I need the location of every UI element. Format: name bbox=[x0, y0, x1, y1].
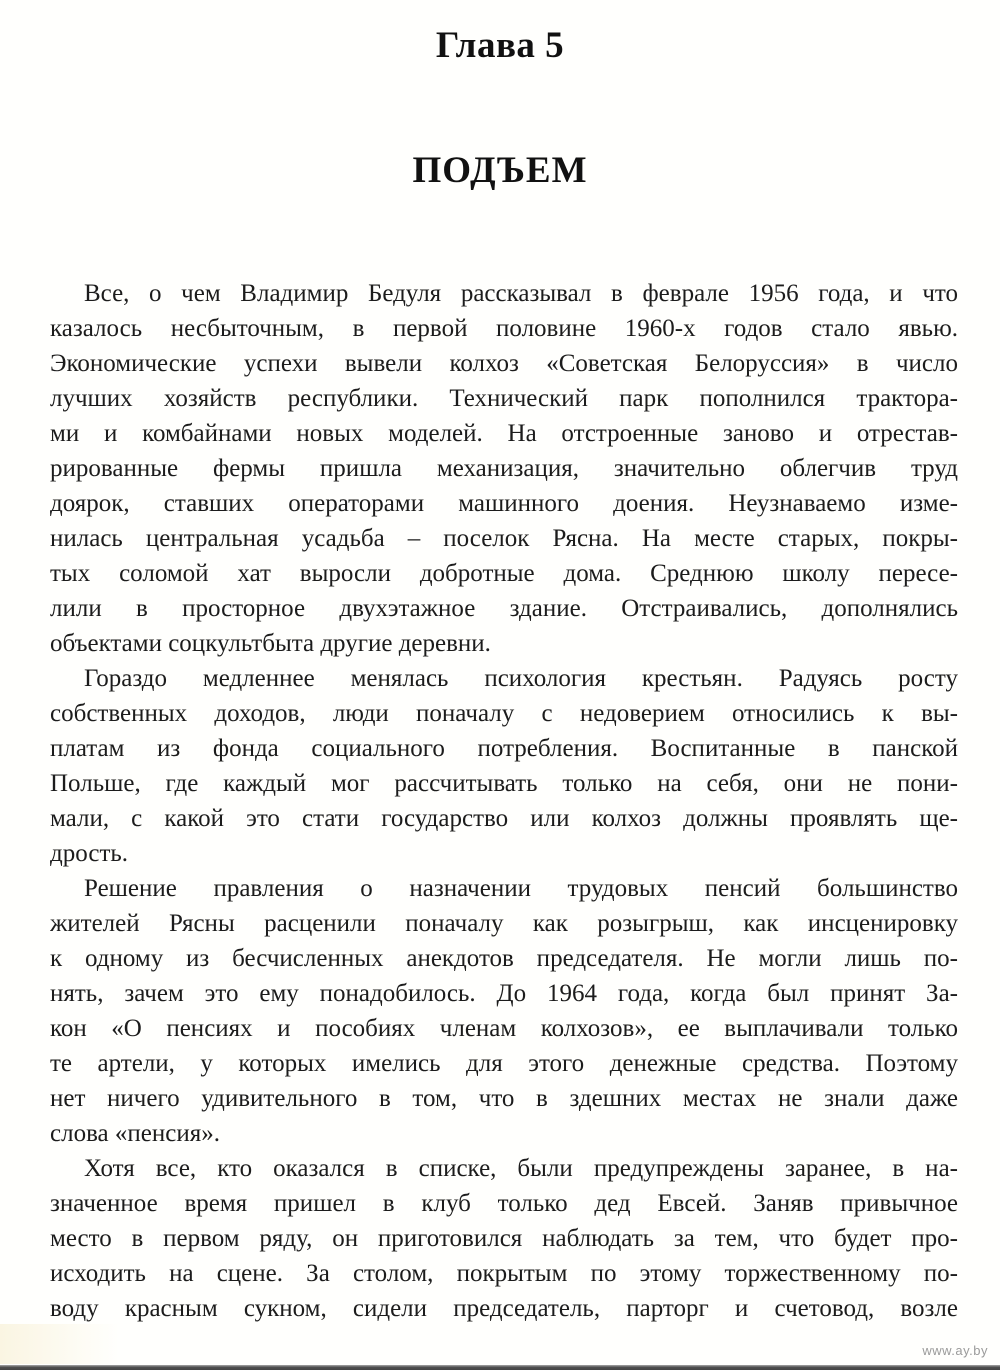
text-line: жителей Рясны расценили поначалу как розыгрыш, как инсценировку bbox=[50, 910, 958, 937]
text-line: Гораздо медленнее менялась психология крестьян. Радуясь росту bbox=[84, 665, 958, 692]
text-line: к одному из бесчисленных анекдотов председателя. Не могли лишь по- bbox=[50, 945, 958, 972]
text-line: платам из фонда социального потребления. Воспитанные в панской bbox=[50, 735, 958, 762]
paragraph bbox=[50, 1151, 958, 1326]
chapter-heading: Глава 5 bbox=[435, 25, 565, 66]
text-line: Все, о чем Владимир Бедуля рассказывал в феврале 1956 года, и что bbox=[84, 280, 958, 307]
section-title: ПОДЪЕМ bbox=[412, 150, 588, 191]
text-line: рированные фермы пришла механизация, значительно облегчив труд bbox=[50, 455, 958, 482]
text-line: воду красным сукном, сидели председатель, парторг и счетовод, возле bbox=[50, 1295, 958, 1322]
paragraph bbox=[50, 871, 958, 1151]
paragraph bbox=[50, 276, 958, 661]
text-line: ми и комбайнами новых моделей. На отстроенные заново и отрестав- bbox=[50, 420, 958, 447]
text-line: мали, с какой это стати государство или колхоз должны проявлять ще- bbox=[50, 805, 958, 832]
text-line: нет ничего удивительного в том, что в здешних местах не знали даже bbox=[50, 1085, 958, 1112]
text-line: лучших хозяйств республики. Технический парк пополнился трактора- bbox=[50, 385, 958, 412]
text-line: исходить на сцене. За столом, покрытым по этому торжественному по- bbox=[50, 1260, 958, 1287]
text-line: Решение правления о назначении трудовых пенсий большинство bbox=[84, 875, 958, 902]
text-line: объектами соцкультбыта другие деревни. bbox=[50, 630, 491, 657]
text-line: Хотя все, кто оказался в списке, были предупреждены заранее, в на- bbox=[84, 1155, 958, 1182]
text-line: Польше, где каждый мог рассчитывать только на себя, они не пони- bbox=[50, 770, 958, 797]
scan-edge-bottom bbox=[0, 1365, 1000, 1370]
text-line: слова «пенсия». bbox=[50, 1120, 220, 1147]
text-line: лили в просторное двухэтажное здание. Отстраивались, дополнялись bbox=[50, 595, 958, 622]
body-text bbox=[50, 276, 958, 1326]
text-line: место в первом ряду, он приготовился наблюдать за тем, что будет про- bbox=[50, 1225, 958, 1252]
scan-tint bbox=[0, 1324, 140, 1364]
paragraph bbox=[50, 661, 958, 871]
text-line: Экономические успехи вывели колхоз «Советская Белоруссия» в число bbox=[50, 350, 958, 377]
text-line: нилась центральная усадьба – поселок Рясна. На месте старых, покры- bbox=[50, 525, 958, 552]
text-line: дрость. bbox=[50, 840, 129, 867]
text-line: тых соломой хат выросли добротные дома. Среднюю школу пересе- bbox=[50, 560, 958, 587]
text-line: кон «О пенсиях и пособиях членам колхозов», ее выплачивали только bbox=[50, 1015, 958, 1042]
text-line: доярок, ставших операторами машинного доения. Неузнаваемо изме- bbox=[50, 490, 958, 517]
watermark: www.ay.by bbox=[922, 1343, 988, 1358]
text-line: нять, зачем это ему понадобилось. До 1964 года, когда был принят За- bbox=[50, 980, 958, 1007]
text-line: казалось несбыточным, в первой половине 1960-х годов стало явью. bbox=[50, 315, 958, 342]
text-line: значенное время пришел в клуб только дед Евсей. Заняв привычное bbox=[50, 1190, 958, 1217]
text-line: те артели, у которых имелись для этого денежные средства. Поэтому bbox=[50, 1050, 958, 1077]
text-line: собственных доходов, люди поначалу с недоверием относились к вы- bbox=[50, 700, 958, 727]
